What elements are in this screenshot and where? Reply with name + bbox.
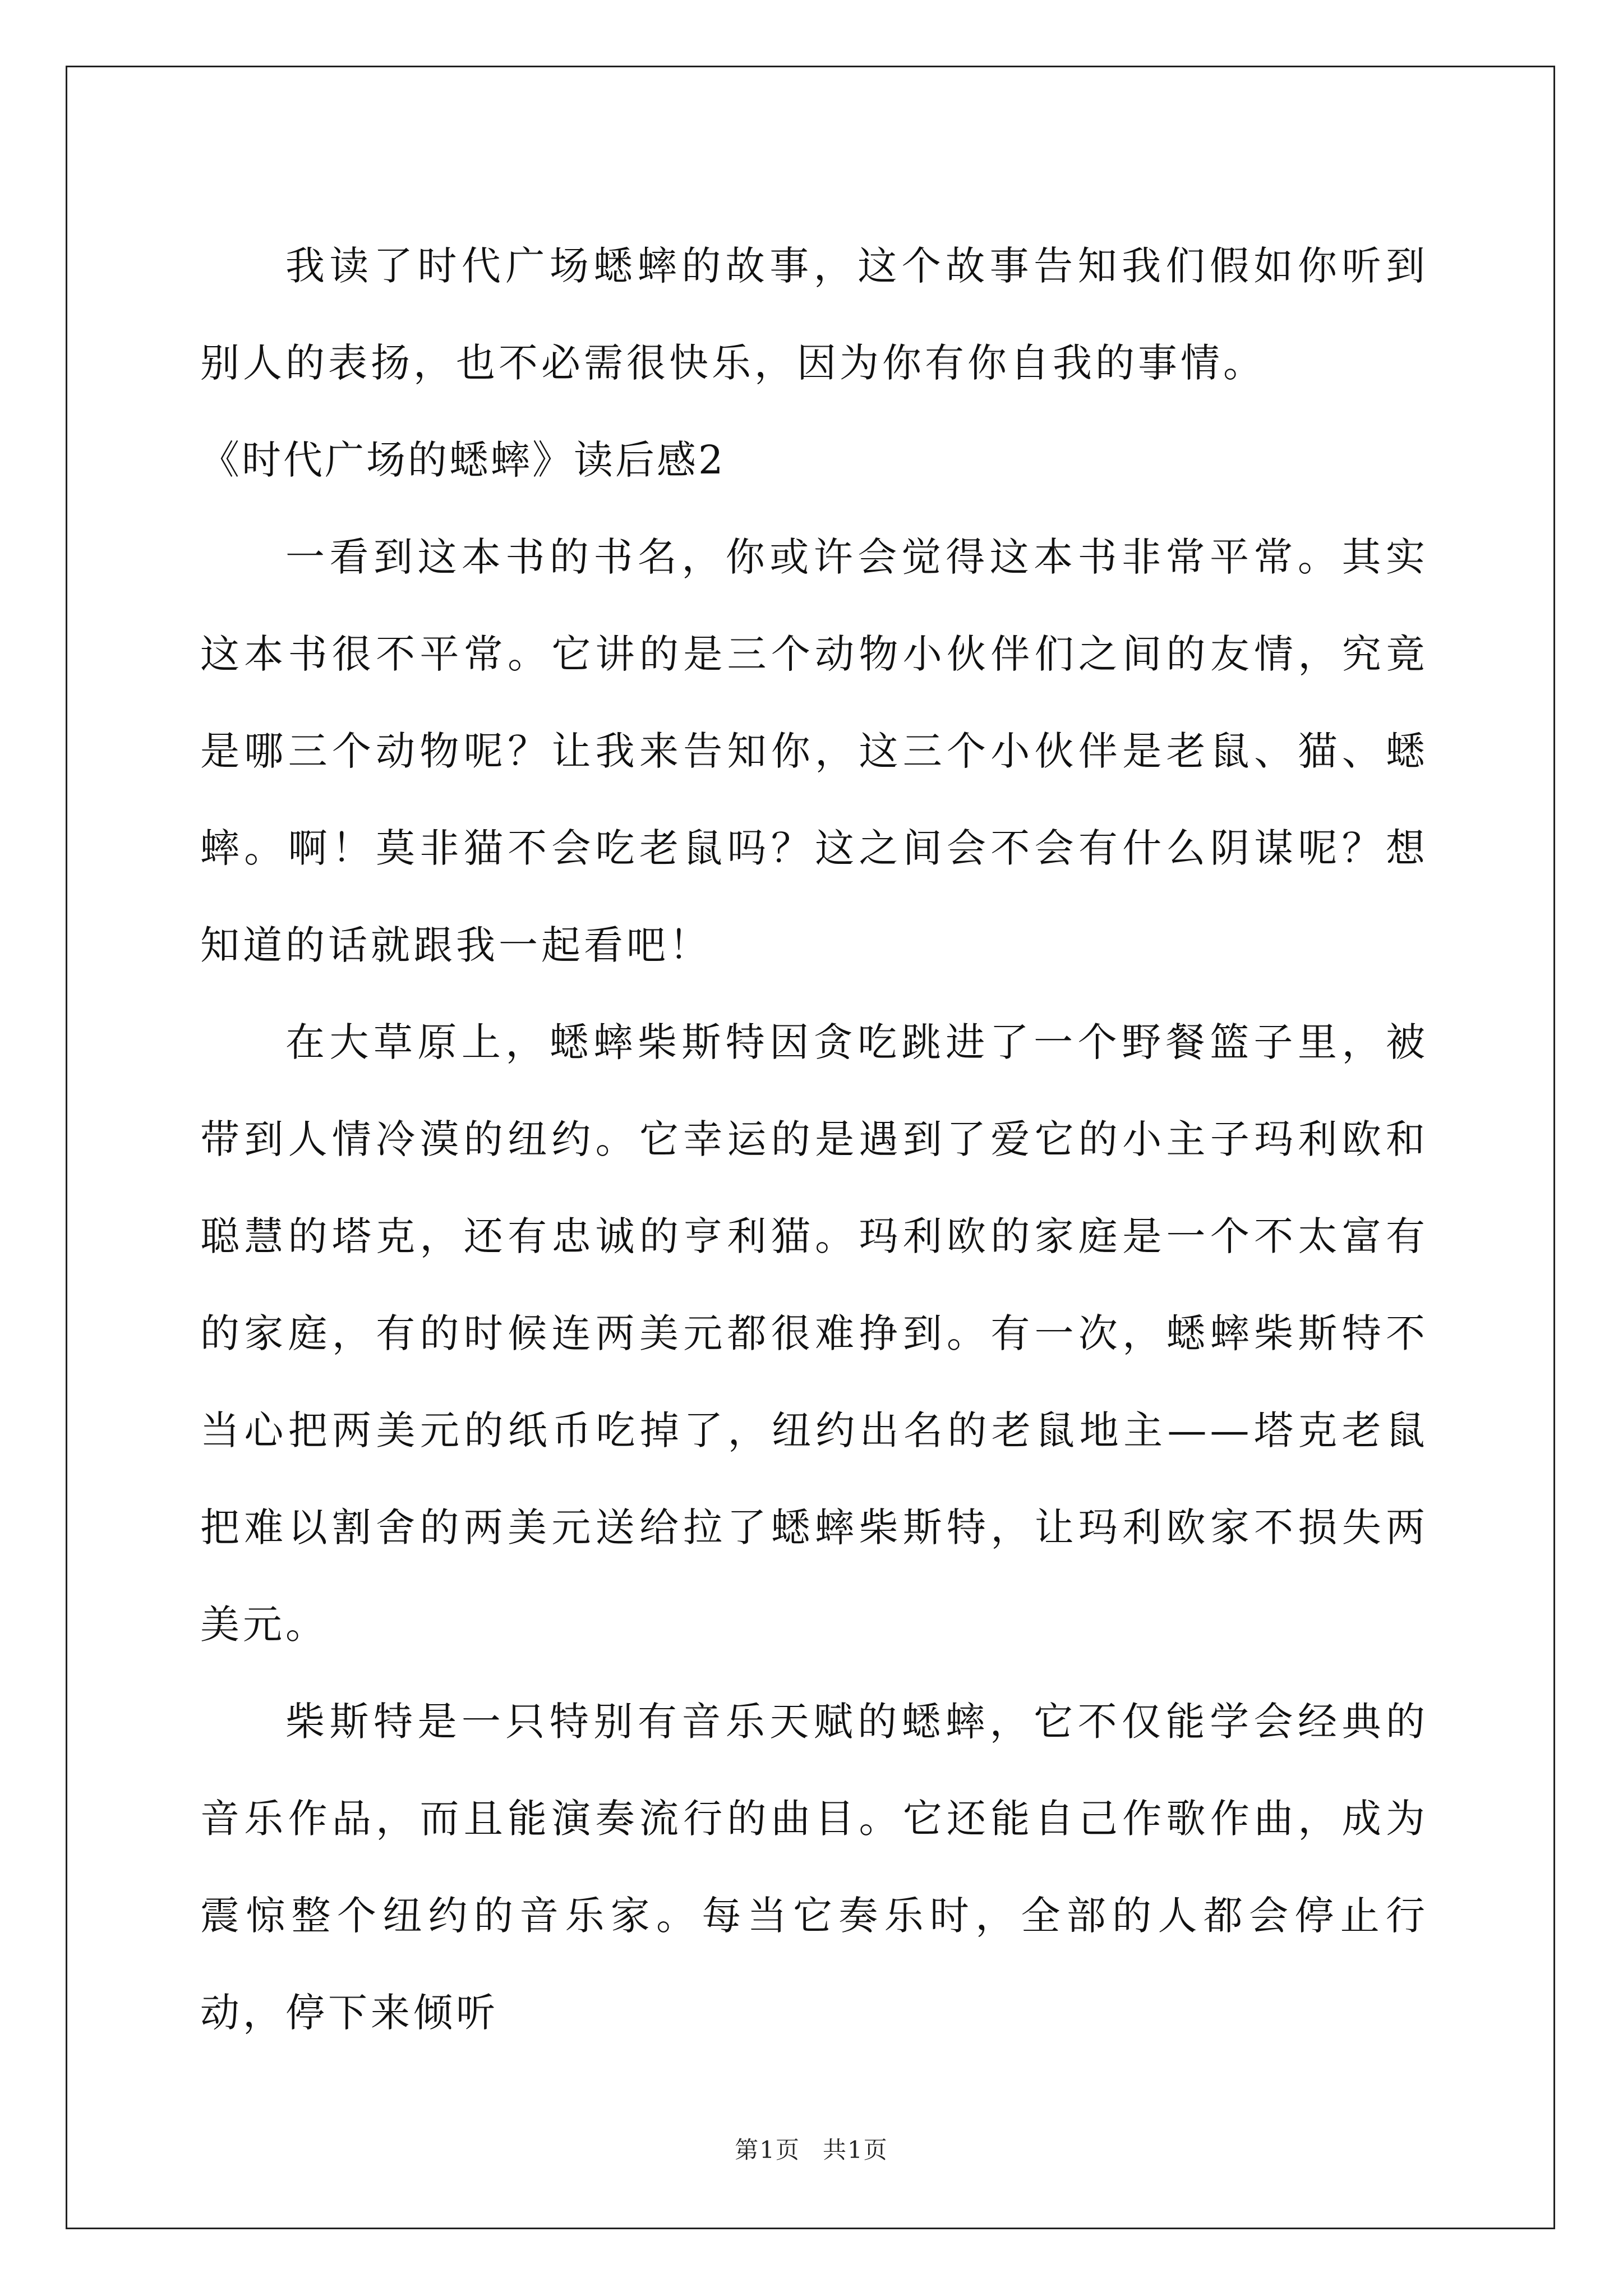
page-number: 第1页	[735, 2136, 800, 2164]
document-body	[200, 218, 1428, 2062]
paragraph-4: 柴斯特是一只特别有音乐天赋的蟋蟀，它不仅能学会经典的音乐作品，而且能演奏流行的曲目。它还能自己作歌作曲，成为震惊整个纽约的音乐家。每当它奏乐时，全部的人都会停止行动，停下来倾听	[200, 1699, 1428, 2036]
page-footer	[0, 2132, 1623, 2165]
page-total: 共1页	[823, 2136, 888, 2164]
paragraph-3: 在大草原上，蟋蟀柴斯特因贪吃跳进了一个野餐篮子里，被带到人情冷漠的纽约。它幸运的是遇到了爱它的小主子玛利欧和聪慧的塔克，还有忠诚的亨利猫。玛利欧的家庭是一个不太富有的家庭，有的时候连两美元都很难挣到。有一次，蟋蟀柴斯特不当心把两美元的纸币吃掉了，纽约出名的老鼠地主——塔克老鼠把难以割舍的两美元送给拉了蟋蟀柴斯特，让玛利欧家不损失两美元。	[200, 1019, 1428, 1648]
paragraph-2: 一看到这本书的书名，你或许会觉得这本书非常平常。其实这本书很不平常。它讲的是三个动物小伙伴们之间的友情，究竟是哪三个动物呢？让我来告知你，这三个小伙伴是老鼠、猫、蟋蟀。啊！莫非猫不会吃老鼠吗？这之间会不会有什么阴谋呢？想知道的话就跟我一起看吧！	[200, 534, 1428, 968]
paragraph-1: 我读了时代广场蟋蟀的故事，这个故事告知我们假如你听到别人的表扬，也不必需很快乐，因为你有你自我的事情。	[200, 243, 1428, 386]
section-heading: 《时代广场的蟋蟀》读后感2	[200, 437, 726, 483]
